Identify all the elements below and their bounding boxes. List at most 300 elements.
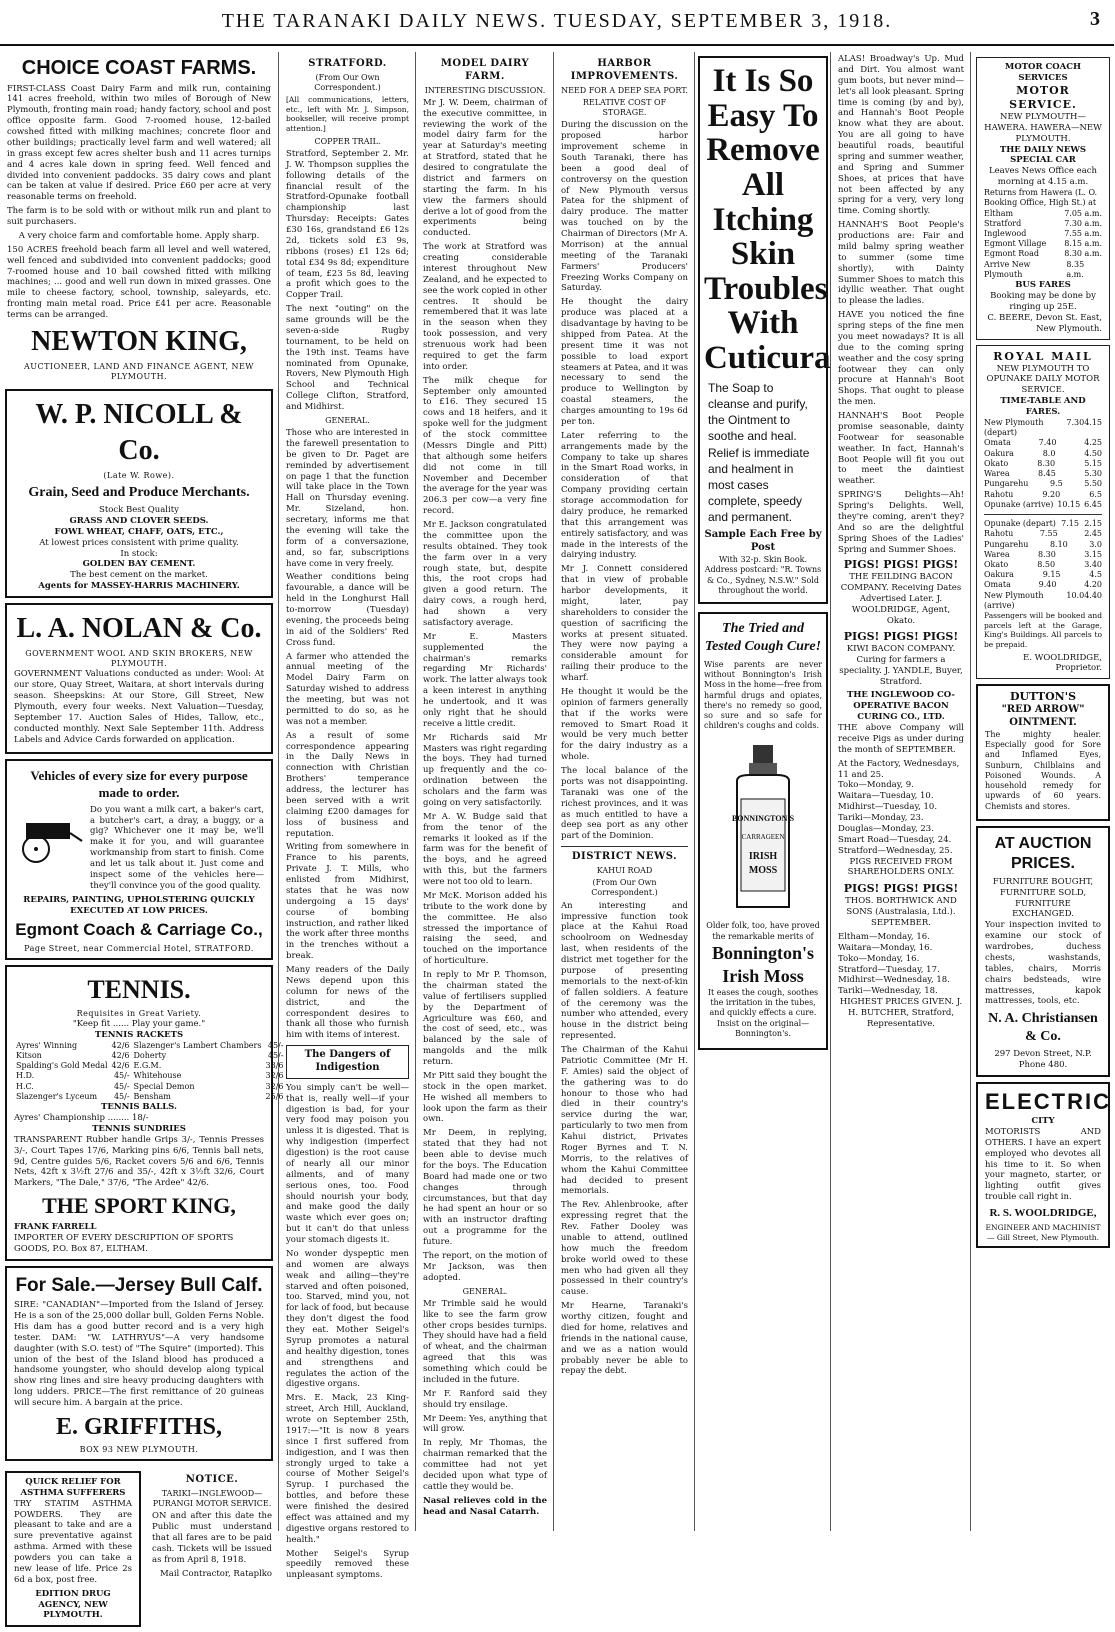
mail-timetable	[984, 418, 1102, 510]
kahui-p1: An interesting and impressive function took place at the Kahui Road schoolroom on Wednesday last, when residents of the district met together for the purpose of presenting memorials to the next-of-kin of fallen soldiers. A feature of the ceremony was the number who attended, every house in the district being represented.	[561, 900, 688, 1042]
electric-heading: ELECTRIC	[985, 1088, 1111, 1114]
dairy-p1: Mr J. W. Deem, chairman of the executive committee, in reviewing the work of the model dairy farm for the year at Saturday's meeting at Stratford, stated that he desired to congratulate the district and farmers on starting the farm. In his view the farmers should derive a lot of good from the experiments being conducted.	[423, 97, 547, 239]
stop-time: 7.55	[1039, 529, 1058, 539]
tennis-row	[14, 1071, 285, 1081]
vehicles-heading: Vehicles of every size for every purpose made to order.	[30, 768, 248, 801]
racket-name: Kitson	[16, 1050, 42, 1060]
stop-name: Omata	[984, 580, 1011, 590]
stop-time: 8.45	[1038, 469, 1056, 479]
asthma-heading: QUICK RELIEF FOR ASTHMA SUFFERERS	[20, 1476, 126, 1498]
hannah-4: SPRING'S Delights—Ah! Spring's Delights. Well, they're coming, aren't they? And so are the delightful Spring Shoes of the Ladies' Spring and Summer Shoes.	[838, 490, 964, 555]
stop-time: 2.15	[1084, 519, 1102, 529]
stop-name: Arrive New Plymouth	[984, 259, 1031, 279]
stop-time: 7.30 a.m.	[1064, 218, 1102, 228]
pigs-heading-3: PIGS! PIGS! PIGS!	[843, 882, 959, 896]
mail-return-row	[984, 529, 1102, 539]
notice-sign: Mail Contractor, Rataplko	[160, 1568, 272, 1579]
notice-sub: TARIKI—INGLEWOOD—PURANGI MOTOR SERVICE.	[152, 1488, 272, 1508]
mail-foot: Passengers will be booked and parcels left at the Garage, King's Buildings. All parcels to be prepaid.	[984, 611, 1102, 649]
stop-name: Pungarehu	[984, 539, 1029, 549]
stop-time: 4.50	[1084, 448, 1102, 458]
dairy-p9: In reply to Mr P. Thomson, the chairman stated the value of fertilisers supplied by the Department of Agriculture was £60, and the cost of seed, etc., was balanced by the sale of mangolds and the milk return.	[423, 970, 547, 1068]
inglewood-date-7: Smart Road—Tuesday, 24.	[838, 834, 952, 845]
stop-name: Okato	[984, 458, 1009, 468]
choice-farms-heading: CHOICE COAST FARMS.	[21, 57, 257, 79]
motor-route: NEW PLYMOUTH—HAWERA. HAWERA—NEW PLYMOUTH.	[984, 111, 1102, 144]
stop-name: Eltham	[984, 208, 1014, 218]
racket-name: E.G.M.	[133, 1061, 162, 1071]
stop-time: 9.15	[1042, 570, 1061, 580]
dairy-p4: Mr E. Jackson congratulated the committee upon the results obtained. They took the farm over in a very rough state, but, despite this, the root crops had given a good return. The dairy cows, a rough herd, had shown a very satisfactory average.	[423, 520, 547, 628]
racket-name: H.C.	[16, 1081, 34, 1091]
nicoll-line-1: Stock Best Quality	[99, 505, 179, 516]
district-news-heading: DISTRICT NEWS.	[571, 851, 678, 863]
column-classifieds-left	[0, 52, 284, 1621]
auction-body: Your inspection invited to examine our stock of wardrobes, duchess chests, washstands, tables, chairs, Morris chairs bedsteads, wire mattresses, kapok mattresses, tools, etc.	[985, 920, 1101, 1007]
griffiths-sub: BOX 93 NEW PLYMOUTH.	[79, 1444, 199, 1454]
stop-time: 3.0	[1089, 539, 1102, 549]
stop-name: Returns from Hawera (L. O. Booking Office, High St.) at	[984, 188, 1098, 208]
stratford-sub: (From Our Own Correspondent.)	[314, 72, 381, 93]
motor-daily-sub: Leaves News Office each morning at 4.15 a.m.	[989, 166, 1097, 188]
harbor-p3: Later referring to the arrangements made by the Company to take up shares in the Smart Road works, in consideration of that Company providing certain storage accommodation for dairy produce, he remarked that this arrangement was entirely satisfactory, and was made in the interests of the dairying industry.	[561, 430, 688, 561]
racket-price: 32/6	[265, 1071, 284, 1081]
electric-city: CITY	[1031, 1116, 1055, 1127]
stop-time: 8.0	[1042, 448, 1056, 458]
racket-price: 45/-	[113, 1091, 130, 1101]
stop-time: 6.45	[1084, 499, 1102, 509]
motor-timetable-row	[984, 229, 1102, 239]
mail-timetable-row	[984, 500, 1102, 510]
motor-timetable-row	[984, 260, 1102, 280]
auction-ad	[976, 826, 1110, 1077]
mail-timetable-row	[984, 449, 1102, 459]
inglewood-body: THE above Company will receive Pigs as under during the month of SEPTEMBER.	[838, 723, 964, 755]
inglewood-foot: PIGS RECEIVED FROM SHAREHOLDERS ONLY.	[847, 856, 955, 878]
kahui-sub: (From Our Own Correspondent.)	[591, 878, 658, 898]
christiansen-heading: N. A. Christiansen & Co.	[988, 1011, 1098, 1045]
svg-text:CARRAGEEN: CARRAGEEN	[741, 833, 785, 842]
kahui-p3: The Rev. Ahlenbrooke, after expressing regret that the Rev. Father Dooley was unable to attend, outlined how much the freedom broke world owed to these men who had given all they possessed in their country's cause.	[561, 1200, 688, 1298]
svg-text:BONNINGTON'S: BONNINGTON'S	[731, 814, 795, 824]
tennis-slogan: "Keep fit ...... Play your game."	[72, 1018, 206, 1029]
asthma-ad	[5, 1471, 141, 1627]
inglewood-date-1: At the Factory, Wednesdays, 11 and 25.	[838, 758, 960, 780]
stratford-p8: Many readers of the Daily News depend upon this column for news of the district, and the correspondent desires to thank all those who furnish him with items of interest.	[286, 965, 409, 1041]
vehicles-body: Do you want a milk cart, a baker's cart, a butcher's cart, a dray, a buggy, or a gig? Whichever one it may be, we'll make it for you, and will guarantee workmanship from start to finish. Come and let us talk about it. Just come and inspect some of the vehicles here—they'll convince you of the good quality.	[90, 804, 264, 891]
inglewood-date-4: Midhirst—Tuesday, 10.	[838, 802, 938, 813]
dairy-heading: MODEL DAIRY FARM.	[440, 58, 530, 82]
racket-price: 45/-	[267, 1050, 284, 1060]
column-model-dairy-farm	[415, 52, 554, 1531]
hannah-3: HANNAH'S Boot People promise seasonable, dainty Footwear for seasonable weather. In fact, Hannah's Boot People will fit you out to meet the daintiest weather.	[838, 411, 964, 487]
nicoll-trade: Grain, Seed and Produce Merchants.	[28, 485, 250, 501]
stop-time: 4.25	[1084, 438, 1102, 448]
indigestion-p2: No wonder dyspeptic men and women are always weak and ailing—they're starved and often poisoned, too. Starved, mind you, not for lack of food, but because they don't digest the food they eat. Mother Seigel's Syrup promotes a natural and healthy digestion, tones and strengthens and regulates the action of the digestive organs.	[286, 1248, 409, 1390]
stop-time: 4.20	[1084, 580, 1102, 590]
bonnington-older: Older folk, too, have proved the remarkable merits of	[706, 921, 820, 941]
dairy-footer: Nasal relieves cold in the head and Nasal Catarrh.	[423, 1495, 547, 1517]
borthwick-foot: HIGHEST PRICES GIVEN. J. H. BUTCHER, Stratford, Representative.	[839, 997, 963, 1029]
harbor-p2: He thought the dairy produce was placed at a disadvantage by having to be shipped from Patea. At the present time it was not possible to load export steamers at Patea, and it was necessary to send the produce to Wellington by coastal steamers, the charges amounting to 19s 6d per ton.	[561, 297, 688, 427]
borthwick: THOS. BORTHWICK AND SONS (Australasia, Ltd.). SEPTEMBER.	[845, 896, 957, 929]
motor-service: MOTOR SERVICE.	[1009, 83, 1077, 111]
stratford-p6: As a result of some correspondence appearing in the Daily News in connection with Christian Brothers' temperance address, the lecturer has been served with a writ claiming £200 damages for loss of business and reputation.	[286, 730, 409, 839]
mail-return-row	[984, 540, 1102, 550]
stop-time: 4.5	[1089, 570, 1102, 580]
stratford-p4: Weather conditions being favourable, a dance will be held in the Longhurst Hall to-morrow (Tuesday) evening, the proceeds being in aid of the Soldiers' Red Cross fund.	[286, 572, 409, 648]
dairy-p11: Mr Deem, in replying, stated that they had not been able to devise much for the boys. The Education Board had made one or two changes through circumstances, but that day he had spent an hour or so with an instructor drafting out a programme for the future.	[423, 1128, 547, 1248]
stop-name: Oakura	[984, 570, 1014, 580]
stop-time: 8.30	[1037, 458, 1056, 468]
racket-price: 38/6	[265, 1061, 284, 1071]
dairy-p10: Mr Pitt said they bought the stock in the open market. He wished all members to look upon the farm as their own.	[423, 1070, 547, 1125]
hannah-alas: ALAS! Broadway's Up. Mud and Dirt. You almost want gum boots, but never mind—let's all look pleasant. Spring time is coming (by and by), and Hannah's Boot People know what they are about. You are all going to have beautiful roads, beautiful spring and summer weather, and Spring and Summer Shoes, at prices that have not been affected by any spring for a very, very long time. Coming shortly.	[838, 54, 964, 217]
nicoll-line-2: GRASS AND CLOVER SEEDS.	[69, 515, 209, 526]
tennis-row	[14, 1092, 285, 1102]
mail-table-heading: TIME-TABLE AND FARES.	[1000, 396, 1086, 418]
mail-return-row	[984, 560, 1102, 570]
sport-king-desc: IMPORTER OF EVERY DESCRIPTION OF SPORTS GOODS, P.O. Box 87, ELTHAM.	[14, 1233, 234, 1255]
indigestion-p3: Mrs. E. Mack, 23 King-street, Arch Hill, Auckland, wrote on September 25th, 1917:—"It is now 8 years since I first suffered from indigestion, and I was then strongly urged to take a course of Mother Seigel's Syrup. I purchased the bottles, and before these were finished the desired effect was attained and my digestive organs restored to health."	[286, 1393, 409, 1545]
stratford-p5: A farmer who attended the annual meeting of the Model Dairy Farm on Saturday wished to address the meeting, but was not permitted to do so, as he was not a member.	[286, 651, 409, 727]
tennis-row	[14, 1061, 285, 1071]
racket-name: Spalding's Gold Medal	[16, 1061, 108, 1071]
stop-name: Omata	[984, 438, 1011, 448]
bonnington-heading: Bonnington's Irish Moss	[711, 942, 815, 986]
newton-king-sub: AUCTIONEER, LAND AND FINANCE AGENT, NEW PLYMOUTH.	[23, 361, 255, 382]
mail-sign: E. WOOLDRIDGE, Proprietor.	[1022, 652, 1102, 674]
racket-price: 42/6	[111, 1040, 130, 1050]
stop-time: 7.30	[1066, 417, 1085, 427]
farm-ad-1: FIRST-CLASS Coast Dairy Farm and milk run, containing 141 acres freehold, within two miles of Borough of New Plymouth, fronting main road; handy factory, school and post office opposite farm. Good 7-roomed house, 12-bailed cowshed fitted with milking machines; concrete floor and other buildings; practically level farm and well watered; all in grass except few acres shelter bush and 11 acres turnips and 4 acres kale down in spring feed. Well fenced and divided into convenient paddocks. 35 dairy cows and plant can be taken at value if desired. Price £60 per acre at very reasonable terms on freehold.	[7, 83, 271, 203]
newton-king-heading: NEWTON KING,	[31, 325, 247, 357]
stop-name: Opunake (arrive)	[984, 499, 1054, 509]
farm-ad-2: 150 ACRES freehold beach farm all level and well watered, well fenced and subdivided into convenient paddocks; good 7-roomed house and 10 bail cowshed fitted with milking machines; ... good and well run down in mixed grasses. One mile to cheese factory, school, township, saleyards, etc. fronting main metal road. Price £41 per acre. Reasonable terms can be arranged.	[7, 244, 271, 321]
stop-name: New Plymouth (arrive)	[984, 590, 1044, 610]
auction-heading: AT AUCTION PRICES.	[994, 834, 1092, 873]
racket-name: Slazenger's Lyceum	[16, 1091, 98, 1101]
dairy-p13: Mr Trimble said he would like to see the farm grow other crops besides turnips. They should have had a field of wheat, and the chairman agreed that this was something which could be included in the future.	[423, 1298, 547, 1385]
stratford-p1: Stratford, September 2. Mr. J. W. Thompson supplies the following details of the financial result of the Stratford-Opunake football championship last Thursday: Receipts: Gates £30 16s, grandstand £6 12s 2d, tickets sold £3 9s, ribbons (roses) £1 12s 6d; total £34 9s 8d; expenditure of team, £23 5s 8d, leaving a profit which goes to the Copper Trail.	[286, 148, 409, 301]
motor-timetable-row	[984, 188, 1102, 208]
inglewood-date-6: Douglas—Monday, 23.	[838, 823, 934, 834]
tennis-row	[14, 1082, 285, 1092]
red-arrow: "RED ARROW"	[1001, 704, 1085, 716]
tried-heading: The Tried and Tested Cough Cure!	[704, 620, 822, 654]
asthma-agency: EDITION DRUG AGENCY, NEW PLYMOUTH.	[35, 1588, 111, 1621]
vehicles-repairs: REPAIRS, PAINTING, UPHOLSTERING QUICKLY EXECUTED AT LOW PRICES.	[23, 894, 255, 916]
mail-timetable-row	[984, 438, 1102, 448]
mail-timetable-row	[984, 490, 1102, 500]
tennis-heading: TENNIS.	[87, 975, 191, 1005]
dairy-p3: The milk cheque for September only amounted to £16. They secured 15 cows and 18 heifers, and it spoke well for the judgment of the stock committee (Messrs Dingle and Pitt) that although some heifers did not come in till November and December the average for the year was 206.3 per cow—a very fine record.	[423, 375, 547, 517]
column-cuticura	[694, 52, 831, 1531]
stop-time: 5.15	[1084, 458, 1102, 468]
mail-timetable-row	[984, 479, 1102, 489]
stop-name: Rahotu	[984, 529, 1014, 539]
masthead-title: THE TARANAKI DAILY NEWS. TUESDAY, SEPTEMBER 3, 1918.	[221, 10, 893, 32]
mail-divider	[984, 514, 1102, 515]
bull-ad	[5, 1266, 273, 1461]
racket-name: Bensham	[133, 1091, 171, 1101]
mail-return-timetable	[984, 519, 1102, 611]
tennis-sundries: TRANSPARENT Rubber handle Grips 3/-, Tennis Presses 3/-, Court Tapes 17/6, Marking pins 6/6, Tennis ball nets, 9d, Centre guides 5/6, Racket covers 5/6 and 6/6, Tennis Nets, 42ft x 3½ft 27/6 and 35/-, 42ft x 3½ft 32/6, Court Markers, "The Dale," 37/6, "The Ardee" 42/6.	[14, 1134, 264, 1189]
nicoll-ad	[5, 389, 273, 598]
kahui-p4: Mr Hearne, Taranaki's worthy citizen, fought and died for home, relatives and friends in the national cause, and we as a nation would probably never be able to repay the debt.	[561, 1301, 688, 1377]
motor-coach-ad	[976, 57, 1110, 340]
racket-name: Whitehouse	[133, 1071, 182, 1081]
notice-block	[146, 1466, 278, 1632]
column-hannah	[830, 52, 971, 1531]
racket-price: 32/6	[265, 1081, 284, 1091]
inglewood-date-5: Tariki—Monday, 23.	[838, 813, 924, 824]
stop-time: 8.30	[1038, 549, 1056, 559]
mail-timetable-row	[984, 469, 1102, 479]
stop-time: 9.5	[1049, 479, 1063, 489]
svg-text:IRISH: IRISH	[748, 851, 778, 863]
stop-name: Inglewood	[984, 228, 1027, 238]
stop-time: 8.30 a.m.	[1064, 249, 1102, 259]
dairy-p14: Mr F. Ranford said they should try ensilage.	[423, 1388, 547, 1410]
harbor-p1: During the discussion on the proposed harbor improvement scheme in South Taranaki, there has been a good deal of controversy on the question of New Plymouth versus Patea for the shipment of dairy produce. The matter was touched on by the Chairman of Directors (Mr A. Morrison) at the annual meeting of the Taranaki Farmers' Producers' Freezing Works Company on Saturday.	[561, 120, 688, 294]
stop-time: 7.40	[1038, 438, 1057, 448]
masthead	[0, 0, 1114, 46]
stop-time: 8.35 a.m.	[1066, 259, 1085, 279]
dairy-p2: The work at Stratford was creating considerable interest throughout New Zealand, and he expected to see the work copied in other centres. It should be remembered that it was late in the season when they took possession, and very strenuous work had been required to get the farm into order.	[423, 242, 547, 372]
motor-heading: MOTOR COACH SERVICES	[1004, 62, 1082, 83]
stop-time: 3.15	[1084, 549, 1102, 559]
pigs-kiwi: KIWI BACON COMPANY. Curing for farmers a speciality. J. YANDLE, Buyer, Stratford.	[839, 643, 963, 687]
mail-return-row	[984, 591, 1102, 611]
racket-price: 45/-	[267, 1040, 284, 1050]
griffiths-heading: E. GRIFFITHS,	[55, 1413, 223, 1440]
stop-time: 7.05 a.m.	[1064, 208, 1102, 218]
motor-fares: BUS FARES	[1015, 280, 1071, 291]
notice-heading: NOTICE.	[185, 1473, 239, 1485]
hannah-2: HAVE you noticed the fine spring steps of the fine men you meet nowadays? It is all due to the coming spring weather and the cosy spring footwear they can only procure at Hannah's Boot Shops. That ought to please the men.	[838, 310, 964, 408]
pigs-heading-2: PIGS! PIGS! PIGS!	[843, 629, 959, 643]
farm-ad-1c: A very choice farm and comfortable home. Apply sharp.	[18, 230, 260, 241]
tried-body: Wise parents are never without Bonnington's Irish Moss in the home—free from harmful drugs and opiates, there's no remedy so good, so sure and so safe for children's coughs and colds.	[704, 659, 822, 731]
cuticura-sample-sub: With 32-p. Skin Book. Address postcard: "R. Towns & Co., Sydney, N.S.W." Sold throughout the world.	[704, 555, 822, 595]
motor-timetable-row	[984, 249, 1102, 259]
notice-body: ON and after this date the Public must understand that all fares are to be paid cash. Tickets will be issued as from April 8, 1918.	[152, 1511, 272, 1565]
dairy-p8: Mr McK. Morison added his tribute to the work done by the committee. He also stressed the importance of raising the seed, and touched on the importance of horticulture.	[423, 890, 547, 967]
stop-time: 10.0	[1066, 590, 1085, 600]
dutton-heading: DUTTON'S	[1009, 690, 1077, 704]
cuticura-body: The Soap to cleanse and purify, the Ointment to soothe and heal. Relief is immediate and healment in most cases complete, speedy and permanent.	[708, 380, 810, 525]
egmont-heading: Egmont Coach & Carriage Co.,	[15, 920, 263, 940]
dairy-p7: Mr A. W. Budge said that from the tenor of the remarks it looked as if the farm was for the benefit of the boys, and he agreed with this, but the farmers were not too old to learn.	[423, 811, 547, 888]
nolan-sub: GOVERNMENT WOOL AND SKIN BROKERS, NEW PLYMOUTH.	[25, 648, 253, 669]
cuticura-ad	[698, 56, 831, 604]
tennis-row	[14, 1051, 285, 1061]
stop-time: 5.50	[1084, 479, 1102, 489]
sport-king-heading: THE SPORT KING,	[42, 1193, 236, 1219]
harbor-sub-1: NEED FOR A DEEP SEA PORT.	[561, 85, 688, 95]
stop-name: New Plymouth (depart)	[984, 417, 1044, 438]
bottle-illustration	[723, 741, 803, 911]
nolan-heading: L. A. NOLAN & Co.	[16, 613, 262, 645]
nicoll-line-4: At lowest prices consistent with prime quality.	[39, 537, 239, 548]
inglewood-date-3: Waitara—Tuesday, 10.	[838, 791, 934, 802]
nicoll-line-7: The best cement on the market.	[70, 570, 208, 581]
electric-ad	[976, 1082, 1110, 1248]
borthwick-date-1: Eltham—Monday, 16.	[838, 931, 930, 942]
stop-name: Okato	[984, 560, 1009, 570]
nicoll-line-6: GOLDEN BAY CEMENT.	[82, 559, 196, 570]
stop-time: 8.15 a.m.	[1064, 239, 1102, 249]
wooldridge-sub: ENGINEER AND MACHINIST — Gill Street, New Plymouth.	[985, 1223, 1101, 1242]
mail-return-row	[984, 580, 1102, 590]
motor-sign: C. BEERE, Devon St. East, New Plymouth.	[987, 312, 1102, 334]
racket-name: Doherty	[133, 1050, 167, 1060]
stop-time: 3.40	[1084, 560, 1102, 570]
royal-mail-ad	[976, 345, 1110, 680]
sport-king-name: FRANK FARRELL	[14, 1222, 97, 1233]
motor-timetable-row	[984, 239, 1102, 249]
dairy-p15: Mr Deem: Yes, anything that will grow.	[423, 1413, 547, 1435]
motor-booking: Booking may be done by ringing up 25E.	[990, 291, 1096, 312]
svg-text:MOSS: MOSS	[748, 865, 778, 877]
pigs-feilding: THE FEILDING BACON COMPANY. Receiving Dates Advertised Later. J. WOOLDRIDGE, Agent, Okato.	[840, 572, 962, 626]
dutton-body: The mighty healer. Especially good for Sore and Inflamed Eyes, Sunburn, Chilblains and Poisoned Wounds. A household remedy for upwards of 60 years. Chemists and stores.	[985, 729, 1101, 811]
bonnington-body: It eases the cough, soothes the irritation in the tubes, and quickly effects a cure. Insist on the original—Bonnington's.	[707, 987, 819, 1038]
dutton-ad	[976, 684, 1110, 821]
nicoll-line-5: In stock:	[120, 548, 158, 559]
stop-time: 9.40	[1038, 580, 1057, 590]
stop-time: 9.20	[1042, 489, 1061, 499]
borthwick-date-5: Midhirst—Wednesday, 18.	[838, 975, 950, 986]
racket-name: Special Demon	[133, 1081, 195, 1091]
royal-mail-heading: ROYAL MAIL	[993, 349, 1093, 363]
dairy-p5: Mr E. Masters supplemented the chairman's remarks regarding Mr Richards' work. The latter always took a keen interest in anything he undertook, and it was only right that he should receive a little credit.	[423, 631, 547, 729]
farm-ad-1b: The farm is to be sold with or without milk run and plant to suit purchasers.	[7, 206, 271, 228]
kahui-heading: KAHUI ROAD	[596, 865, 653, 875]
tennis-price-table	[14, 1041, 285, 1102]
tennis-rackets-heading: TENNIS RACKETS	[94, 1029, 184, 1040]
mail-timetable-row	[984, 459, 1102, 469]
general-heading: GENERAL.	[325, 415, 370, 425]
auction-sub: FURNITURE BOUGHT, FURNITURE SOLD, FURNITURE EXCHANGED.	[992, 876, 1094, 920]
dairy-p16: In reply, Mr Thomas, the chairman remarked that the committee had not yet decided upon what type of cattle they would be.	[423, 1438, 547, 1492]
stop-name: Egmont Road	[984, 249, 1040, 259]
inglewood-date-8: Stratford—Wednesday, 25.	[838, 845, 953, 856]
harbor-heading: HARBOR IMPROVEMENTS.	[570, 58, 679, 82]
stop-name: Warea	[984, 469, 1010, 479]
divider	[561, 846, 688, 847]
harbor-p6: The local balance of the ports was not disappointing. Taranaki was one of the richest provinces, and it was as much entitled to have a deep sea port as any other part of the Dominion.	[561, 766, 688, 842]
tennis-ad	[5, 965, 284, 1260]
indigestion-p4: Mother Seigel's Syrup speedily removed these unpleasant symptoms.	[286, 1548, 409, 1581]
wooldridge-heading: R. S. WOOLDRIDGE,	[989, 1207, 1097, 1220]
indigestion-heading: The Dangers of Indigestion	[286, 1045, 409, 1079]
nicoll-heading: W. P. NICOLL & Co.	[35, 399, 243, 467]
tennis-sub: Requisites in Great Variety.	[76, 1008, 202, 1018]
stratford-p3: Those who are interested in the farewell presentation to be given to Dr. Paget are reminded by advertisement on page 1 that the function will take place in the Town Hall on Thursday evening. Mr. Sizeland, hon. secretary, informs me that the evening will take the form of a conversazione, and, so far, subscriptions have come in very freely.	[286, 428, 409, 569]
tennis-row	[14, 1041, 285, 1051]
motor-timetable-row	[984, 209, 1102, 219]
mail-return-row	[984, 519, 1102, 529]
stop-name: Warea	[984, 549, 1010, 559]
cuticura-heading: It Is So Easy To Remove All Itching Skin Troubles With Cuticura	[704, 63, 831, 377]
nolan-ad	[5, 603, 273, 754]
dairy-p6: Mr Richards said Mr Masters was right regarding the boys. They had turned up frequently and the co-ordination between the scholars and the farm was going on very satisfactorily.	[423, 732, 547, 808]
kahui-p2: The Chairman of the Kahui Patriotic Committee (Mr H. F. Amies) said the object of the gathering was to do honour to those who had died in their country's service during the war, particularly to two men from Kahui district, Privates Roger Byrnes and T. N. Morris, to the relatives of whom the Kahui Committee had decided to present memorials.	[561, 1045, 688, 1197]
pigs-heading-1: PIGS! PIGS! PIGS!	[843, 558, 959, 572]
racket-name: Slazenger's Lambert Chambers	[133, 1040, 262, 1050]
stratford-p7: Writing from somewhere in France to his parents, Private J. T. Mills, who enlisted from Midhirst, states that he was now undergoing a 15 days' course of bombing instruction, and rather liked the work after three months in the trenches without a break.	[286, 842, 409, 962]
stop-time: 7.15	[1061, 519, 1079, 529]
bull-heading: For Sale.—Jersey Bull Calf.	[15, 1274, 263, 1296]
racket-price: 42/6	[111, 1061, 130, 1071]
hannah-1: HANNAH'S Boot People's productions are: Fair and mild balmy spring weather to summer (some time shortly), with Dainty Summer Shoes to match this idyllic weather. That ought to please the ladies.	[838, 220, 964, 307]
racket-price: 25/6	[265, 1091, 284, 1101]
stratford-heading: STRATFORD.	[308, 58, 387, 69]
racket-price: 45/-	[113, 1071, 130, 1081]
tennis-balls-heading: TENNIS BALLS.	[101, 1102, 177, 1113]
electric-body: MOTORISTS AND OTHERS. I have an expert employed who devotes all his time to it. So when your magneto, starter, or lighting outfit gives trouble call right in.	[985, 1126, 1101, 1203]
stop-time: 2.45	[1084, 529, 1102, 539]
stop-time: 4.40	[1084, 590, 1102, 600]
stop-name: Stratford	[984, 218, 1022, 228]
stop-name: Rahotu	[984, 489, 1014, 499]
racket-name: H.D.	[16, 1071, 35, 1081]
racket-price: 42/6	[111, 1050, 130, 1060]
cuticura-sample: Sample Each Free by Post	[704, 529, 822, 554]
motor-daily: THE DAILY NEWS SPECIAL CAR	[999, 144, 1087, 166]
mail-return-row	[984, 570, 1102, 580]
borthwick-date-6: Tariki—Wednesday, 18.	[838, 986, 938, 997]
motor-timetable	[984, 188, 1102, 280]
dairy-p12: The report, on the motion of Mr Jackson, was then adopted.	[423, 1250, 547, 1283]
stop-name: Oakura	[984, 448, 1014, 458]
mail-route: NEW PLYMOUTH TO OPUNAKE DAILY MOTOR SERVICE.	[986, 363, 1100, 396]
stop-time: 5.30	[1084, 469, 1102, 479]
racket-price: 45/-	[113, 1081, 130, 1091]
ointment: OINTMENT.	[1009, 717, 1077, 729]
indigestion-p1: You simply can't be well—that is, really well—if your digestion is bad, for your very food may poison you unless it is digested. That is why indigestion (imperfect digestion) is the root cause of nearly all our minor ailments, and of many serious ones, too. Food should nourish your body, and make good the daily waste which ever goes on; but it can't do that unless your stomach digests it.	[286, 1082, 409, 1246]
stratford-p2: The next "outing" on the same grounds will be the seven-a-side Rugby tournament, to be held on the 19th inst. Teams have nominated from Opunake, Rovers, New Plymouth High School and Technical College Clifton, Stratford, and Midhirst.	[286, 304, 409, 412]
nicoll-line-8: Agents for MASSEY-HARRIS MACHINERY.	[38, 581, 240, 592]
harbor-p4: Mr J. Connett considered that in view of probable harbor developments, it might, later, pay shareholders to consider the question of sacrificing the works at present situated. They were now paying a considerable amount for railing their produce to the wharf.	[561, 564, 688, 684]
column-notices-right	[970, 52, 1115, 1531]
nolan-body: GOVERNMENT Valuations conducted as under: Wool: At our store, Quay Street, Waitara, at short intervals during season. Sheepskins: At our Store, Gill Street, New Plymouth, every four weeks. Next Valuation—Tuesday, September 17. Auction Sales of Hides, Tallow, etc., conducted monthly. Next Sale September 11th. Address Labels and Advice Cards forwarded on application.	[14, 669, 264, 745]
column-stratford	[278, 52, 416, 1581]
stratford-note: [All communications, letters, etc., left with Mr. J. Simpson, bookseller, will receive prompt attention.]	[286, 95, 409, 134]
stop-name: Pungarehu	[984, 479, 1029, 489]
stop-time: 8.10	[1049, 539, 1068, 549]
asthma-body: TRY STATIM ASTHMA POWDERS. They are pleasant to take and are a sure preventative against asthma. Armed with these powders you can take a new lease of life. Price 2s 6d a box, post free.	[14, 1498, 132, 1585]
tennis-sundries-heading: TENNIS SUNDRIES	[92, 1123, 186, 1134]
borthwick-date-3: Toko—Monday, 16.	[838, 953, 920, 964]
stop-time: 10.15	[1057, 499, 1081, 509]
nicoll-sub: (Late W. Rowe).	[103, 470, 175, 480]
inglewood-date-2: Toko—Monday, 9.	[838, 780, 914, 791]
cart-illustration	[14, 805, 84, 865]
stop-time: 6.5	[1089, 489, 1102, 499]
motor-timetable-row	[984, 219, 1102, 229]
stop-time: 4.15	[1084, 417, 1102, 427]
stop-time: 7.55 a.m.	[1064, 228, 1102, 238]
mail-return-row	[984, 550, 1102, 560]
stop-name: Opunake (depart)	[984, 519, 1056, 529]
stop-name: Egmont Village	[984, 239, 1047, 249]
bull-body: SIRE: "CANADIAN"—Imported from the Island of Jersey. He is a son of the 25,000 dollar bull, Golden Ferns Noble. His dam has a good butter record and is a very high tester. DAM: "W. LATHRYUS"—A very handsome daughter (with S.O. test) of "The Squire" (imported). This union of the best of the Island blood has produced a handsome youngster, who should develop along typical show ring lines and sire heavy producing daughters with long udders. PRICE—The first remittance of 20 guineas will secure him. A bargain at the price.	[14, 1300, 264, 1409]
mail-timetable-row	[984, 418, 1102, 438]
christiansen-sub: 297 Devon Street, N.P. Phone 480.	[994, 1049, 1092, 1070]
